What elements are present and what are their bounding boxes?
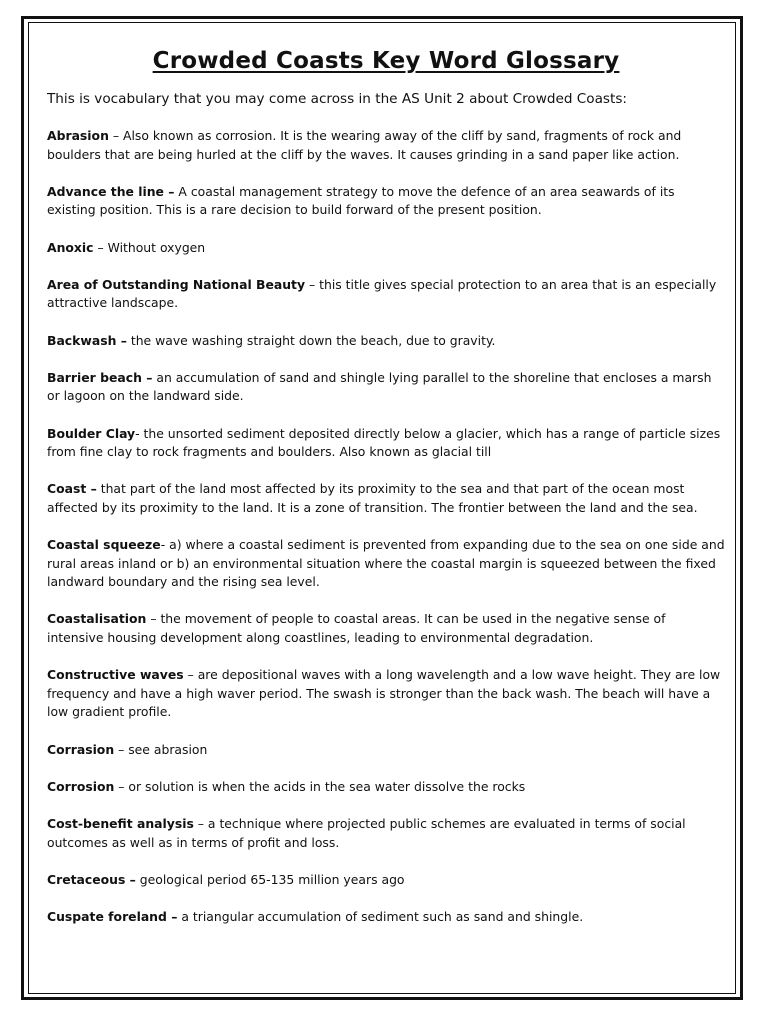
glossary-term: Coast – — [47, 481, 97, 497]
glossary-term: Coastalisation — [47, 611, 147, 627]
glossary-list — [47, 127, 725, 927]
glossary-entry — [47, 666, 725, 722]
glossary-definition: an accumulation of sand and shingle lying parallel to the shoreline that encloses a marsh or lagoon on the landward side. — [47, 369, 712, 404]
glossary-definition: - a) where a coastal sediment is prevented from expanding due to the sea on one side and rural areas inland or b) an environmental situation where the coastal margin is squeezed between the fixed landward boundary and the rising sea level. — [47, 537, 725, 590]
glossary-entry — [47, 778, 725, 797]
glossary-term: Anoxic — [47, 239, 94, 255]
glossary-definition: a triangular accumulation of sediment such as sand and shingle. — [177, 908, 584, 924]
glossary-definition: – Without oxygen — [93, 239, 206, 255]
glossary-definition: the wave washing straight down the beach, due to gravity. — [126, 332, 496, 348]
glossary-definition: A coastal management strategy to move the defence of an area seawards of its existing position. This is a rare decision to build forward of the present position. — [47, 183, 675, 218]
glossary-entry — [47, 871, 725, 890]
glossary-term: Corrosion — [47, 778, 115, 794]
glossary-entry — [47, 610, 725, 647]
glossary-entry — [47, 908, 725, 927]
glossary-entry — [47, 369, 725, 406]
glossary-definition: – the movement of people to coastal areas. It can be used in the negative sense of intensive housing development along coastlines, leading to environmental degradation. — [47, 611, 666, 646]
glossary-entry — [47, 480, 725, 517]
glossary-definition: – a technique where projected public schemes are evaluated in terms of social outcomes as well as in terms of profit and loss. — [47, 815, 686, 850]
glossary-term: Cretaceous – — [47, 871, 136, 887]
glossary-entry — [47, 239, 725, 258]
glossary-term: Corrasion — [47, 741, 115, 757]
glossary-definition: that part of the land most affected by its proximity to the sea and that part of the ocean most affected by its proximity to the land. It is a zone of transition. The frontier between the land and the sea. — [47, 481, 698, 515]
glossary-definition: geological period 65-135 million years ago — [135, 871, 405, 887]
glossary-entry — [47, 741, 725, 760]
glossary-entry — [47, 536, 725, 592]
glossary-term: Abrasion — [47, 128, 109, 143]
glossary-term: Cuspate foreland – — [47, 908, 178, 924]
glossary-definition: – or solution is when the acids in the sea water dissolve the rocks — [114, 778, 526, 794]
glossary-term: Area of Outstanding National Beauty — [47, 276, 306, 292]
glossary-term: Barrier beach – — [47, 369, 153, 385]
glossary-definition: - the unsorted sediment deposited directly below a glacier, which has a range of particle sizes from fine clay to rock fragments and boulders. Also known as glacial till — [47, 425, 721, 460]
glossary-entry — [47, 815, 725, 852]
glossary-term: Advance the line – — [47, 183, 175, 199]
glossary-entry — [47, 276, 725, 313]
glossary-entry — [47, 183, 725, 220]
glossary-term: Constructive waves — [47, 667, 184, 683]
glossary-entry — [47, 332, 725, 351]
glossary-term: Cost-benefit analysis — [47, 815, 194, 831]
glossary-definition: – Also known as corrosion. It is the wearing away of the cliff by sand, fragments of rock and boulders that are being hurled at the cliff by the waves. It causes grinding in a sand paper like action. — [47, 128, 682, 162]
glossary-entry — [47, 127, 725, 164]
glossary-definition: – see abrasion — [114, 741, 208, 757]
intro-text: This is vocabulary that you may come across in the AS Unit 2 about Crowded Coasts: — [47, 91, 627, 107]
glossary-definition: – are depositional waves with a long wavelength and a low wave height. They are low frequency and have a high waver period. The swash is stronger than the back wash. The beach will have a low gradient profile. — [47, 667, 721, 720]
glossary-term: Boulder Clay — [47, 425, 136, 441]
glossary-term: Backwash – — [47, 332, 127, 348]
document-body — [47, 46, 725, 945]
glossary-definition: – this title gives special protection to an area that is an especially attractive landscape. — [47, 276, 717, 311]
glossary-entry — [47, 425, 725, 462]
page-title: Crowded Coasts Key Word Glossary — [152, 48, 620, 74]
glossary-term: Coastal squeeze — [47, 537, 161, 553]
